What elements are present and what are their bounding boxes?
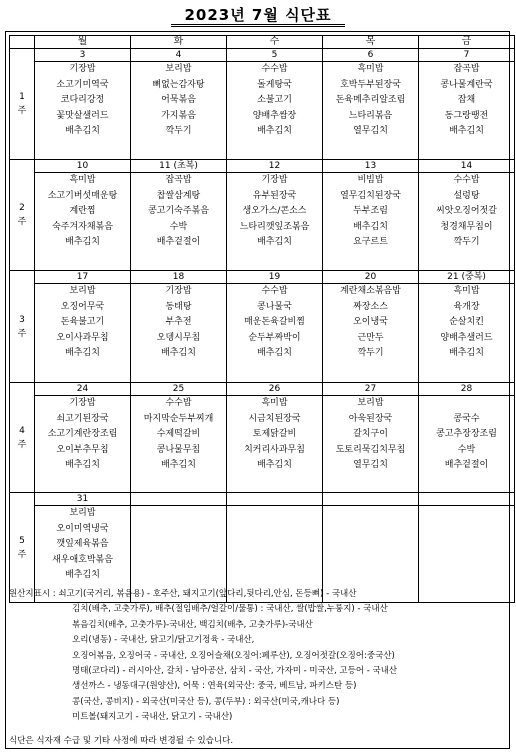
menu-item: 배추김치 <box>161 348 196 358</box>
day-header: 월 <box>35 36 131 49</box>
menu-item: 소불고기 <box>257 95 292 105</box>
meal-cell <box>419 62 515 160</box>
origin-label: 원산지표시 : <box>9 589 56 599</box>
menu-item: 설렁탕 <box>453 190 480 201</box>
menu-item: 생오가스/콘소스 <box>242 206 307 216</box>
menu-item: 동태탕 <box>165 301 192 312</box>
menu-item: 양배추쌈장 <box>252 110 297 121</box>
menu-item: 배추김치 <box>65 126 100 136</box>
meal-cell <box>323 396 419 493</box>
menu-item: 콩나물계란국 <box>440 79 493 90</box>
menu-item: 배추김치 <box>257 126 292 136</box>
menu-item: 수제떡갈비 <box>156 429 201 439</box>
origin-line: 원산지표시 : 쇠고기(국거리, 볶음용) - 호주산, 돼지고기(앞다리,뒷다리,안심, 돈등뼈) - 국내산 <box>9 589 357 599</box>
meal-cell <box>419 284 515 383</box>
menu-item: 보리밥 <box>357 398 384 408</box>
meal-cell <box>227 284 323 383</box>
menu-item: 배추김치 <box>65 348 100 358</box>
menu-item: 콩국수 <box>453 413 480 424</box>
menu-item: 열무김치 <box>353 460 388 470</box>
menu-item: 시금치된장국 <box>248 413 301 424</box>
menu-item: 배추김치 <box>65 237 100 247</box>
menu-item: 어묵볶음 <box>161 95 196 105</box>
date-cell: 5 <box>227 49 323 62</box>
origin-line: 오리(냉동) - 국내산, 닭고기/닭고기정육 - 국내산, <box>72 635 255 646</box>
menu-item: 보리밥 <box>165 64 192 74</box>
menu-item: 흑미밥 <box>261 398 288 408</box>
menu-item: 청경채무침이 <box>440 221 493 232</box>
meal-cell <box>227 396 323 493</box>
meal-cell <box>323 284 419 383</box>
menu-item: 순두부짜박이 <box>248 332 301 343</box>
date-cell: 7 <box>419 49 515 62</box>
date-cell: 19 <box>227 271 323 284</box>
date-cell: 13 <box>323 160 419 173</box>
menu-item: 오이냉국 <box>353 317 388 327</box>
week-label: 2 주 <box>10 160 35 271</box>
menu-item: 배추겉절이 <box>444 460 489 470</box>
menu-item: 배추김치 <box>161 460 196 470</box>
day-header: 수 <box>227 36 323 49</box>
menu-item: 보리밥 <box>69 286 96 296</box>
day-header: 목 <box>323 36 419 49</box>
title-underline <box>171 24 345 25</box>
menu-item: 꽃맛살샐러드 <box>56 110 109 121</box>
menu-item: 뼈없는감자탕 <box>152 79 205 90</box>
meal-cell <box>35 396 131 493</box>
origin-line: 김치(배추, 고춧가루), 배추(절임배추/얼갈이/물통) : 국내산, 쌀(밥쌀,누룽지) - 국내산 <box>72 604 388 615</box>
menu-item: 배추겉절이 <box>156 237 201 247</box>
meal-cell <box>131 396 227 493</box>
menu-item: 코다리강정 <box>60 95 105 105</box>
menu-item: 매운돈육갈비찜 <box>244 317 305 327</box>
meal-cell <box>227 173 323 271</box>
date-cell: 26 <box>227 383 323 396</box>
date-cell: 14 <box>419 160 515 173</box>
menu-item: 배추김치 <box>257 237 292 247</box>
menu-item: 오이미역냉국 <box>56 523 109 534</box>
menu-item: 치커리사과무침 <box>244 444 305 455</box>
menu-item: 느타리깻잎조볶음 <box>239 221 310 232</box>
corner-cell <box>10 36 35 49</box>
origin-notes <box>9 587 504 726</box>
meal-cell <box>323 173 419 271</box>
menu-item: 계란찜 <box>69 206 96 216</box>
date-cell: 21 (중복) <box>419 271 515 284</box>
menu-item: 도토리묵김치무침 <box>335 444 406 455</box>
menu-item: 근만두 <box>357 332 384 343</box>
menu-item: 잡채 <box>457 95 476 105</box>
date-cell <box>227 493 323 506</box>
menu-item: 씨앗오징어젓갈 <box>436 206 497 216</box>
date-cell: 27 <box>323 383 419 396</box>
menu-item: 배추김치 <box>257 460 292 470</box>
menu-item: 양배추샐러드 <box>440 332 493 343</box>
date-cell: 18 <box>131 271 227 284</box>
week-label: 5 주 <box>10 493 35 603</box>
menu-item <box>419 396 514 412</box>
date-cell: 24 <box>35 383 131 396</box>
menu-item: 배추김치 <box>257 348 292 358</box>
meal-cell <box>227 62 323 160</box>
menu-item: 비빔밥 <box>357 175 384 185</box>
date-cell: 28 <box>419 383 515 396</box>
origin-line: 볶음김치(배추, 고춧가루)-국내산, 백김치(배추, 고춧가루)-국내산 <box>72 619 313 630</box>
menu-item: 수박 <box>457 444 476 455</box>
menu-item: 열무김치 <box>353 126 388 136</box>
menu-item: 깍두기 <box>453 237 480 247</box>
menu-item: 오뎅시무침 <box>156 332 201 343</box>
menu-item: 오이부추무침 <box>56 444 109 455</box>
page-title: 2023년 7월 식단표 <box>184 6 332 24</box>
menu-item: 기장밥 <box>69 64 96 74</box>
menu-item: 요구르트 <box>353 237 388 247</box>
menu-item: 흑미밥 <box>357 64 384 74</box>
weekly-menu-table <box>9 35 515 603</box>
week-label: 3 주 <box>10 271 35 383</box>
origin-line: 미트볼(돼지고기 - 국내산, 닭고기 - 국내산) <box>72 712 233 723</box>
date-cell: 12 <box>227 160 323 173</box>
week-label: 1 주 <box>10 49 35 160</box>
meal-cell <box>419 396 515 493</box>
week-label: 4 주 <box>10 383 35 493</box>
menu-item: 흑미밥 <box>69 175 96 185</box>
meal-cell <box>131 284 227 383</box>
date-cell: 3 <box>35 49 131 62</box>
menu-item: 갈치구이 <box>353 429 388 439</box>
menu-item: 수수밥 <box>261 286 288 296</box>
menu-item: 돈육메추리알조림 <box>335 95 406 105</box>
menu-item: 수수밥 <box>165 398 192 408</box>
menu-item: 수수밥 <box>261 64 288 74</box>
origin-line: 명태(코다리) - 러시아산, 갈치 - 남아공산, 삼치 - 국산, 가자미 - 미국산, 고등어 - 국내산 <box>72 666 398 677</box>
menu-item: 배추김치 <box>449 126 484 136</box>
menu-item: 짜장소스 <box>353 301 388 312</box>
menu-item: 열무김치된장국 <box>340 190 401 201</box>
menu-item: 가지볶음 <box>161 110 196 121</box>
meal-cell <box>419 173 515 271</box>
menu-item: 콩나물무침 <box>156 444 201 455</box>
menu-item: 마지막순두부찌개 <box>143 413 214 424</box>
menu-item: 깻잎제육볶음 <box>56 539 109 549</box>
date-cell <box>131 493 227 506</box>
menu-item: 배추김치 <box>65 570 100 580</box>
menu-item: 배추김치 <box>65 460 100 470</box>
date-cell: 4 <box>131 49 227 62</box>
menu-item: 아욱된장국 <box>348 413 393 424</box>
menu-item: 유부된장국 <box>252 190 297 201</box>
menu-item: 동그랑땡전 <box>444 110 489 121</box>
menu-item: 소고기미역국 <box>56 79 109 90</box>
menu-item: 기장밥 <box>261 175 288 185</box>
menu-item: 보리밥 <box>69 508 96 518</box>
date-cell: 31 <box>35 493 131 506</box>
menu-item: 잡곡밥 <box>453 64 480 74</box>
menu-item: 소고기버섯매운탕 <box>47 190 118 201</box>
menu-item: 새우애호박볶음 <box>52 554 113 565</box>
menu-item: 잡곡밥 <box>165 175 192 185</box>
menu-item: 수박 <box>169 221 188 232</box>
menu-item: 숙주겨자채볶음 <box>52 221 113 232</box>
day-header: 금 <box>419 36 515 49</box>
menu-item: 호박두부된장국 <box>340 79 401 90</box>
menu-item: 느타리볶음 <box>348 110 393 121</box>
date-cell: 11 (초복) <box>131 160 227 173</box>
menu-item: 깍두기 <box>357 348 384 358</box>
date-cell: 20 <box>323 271 419 284</box>
menu-item: 쇠고기된장국 <box>56 413 109 424</box>
menu-item: 콩고기숙주볶음 <box>148 206 209 216</box>
menu-item: 육개장 <box>453 301 480 312</box>
menu-item: 계란채소볶음밥 <box>340 286 401 296</box>
menu-item: 부추전 <box>165 317 192 327</box>
menu-item: 콩고추장장조림 <box>436 429 497 439</box>
menu-item: 배추김치 <box>449 348 484 358</box>
menu-item: 오징어무국 <box>60 301 105 312</box>
menu-item: 순살치킨 <box>449 317 484 327</box>
date-cell <box>419 493 515 506</box>
date-cell: 10 <box>35 160 131 173</box>
menu-item: 흑미밥 <box>453 286 480 296</box>
menu-item: 소고기계란장조림 <box>47 429 118 439</box>
date-cell: 17 <box>35 271 131 284</box>
date-cell: 6 <box>323 49 419 62</box>
meal-cell <box>131 173 227 271</box>
date-cell: 25 <box>131 383 227 396</box>
menu-item: 수수밥 <box>453 175 480 185</box>
menu-item: 깍두기 <box>165 126 192 136</box>
menu-item: 기장밥 <box>165 286 192 296</box>
meal-cell <box>131 62 227 160</box>
origin-line: 생선까스 - 냉동대구(원양산), 어묵 : 연육(외국산: 중국, 베트남, 파키스탄 등) <box>72 681 357 692</box>
menu-item: 콩나물국 <box>257 301 292 312</box>
date-cell <box>323 493 419 506</box>
meal-cell <box>323 62 419 160</box>
menu-item: 돌게탕국 <box>257 79 292 90</box>
menu-item: 배추김치 <box>353 221 388 232</box>
menu-item: 찹쌀삼계탕 <box>156 190 201 201</box>
title-underline <box>171 26 345 27</box>
footer-note: 식단은 식자재 수급 및 기타 사정에 따라 변경될 수 있습니다. <box>9 736 234 746</box>
menu-item: 오이사과무침 <box>56 332 109 343</box>
menu-item: 기장밥 <box>69 398 96 408</box>
day-header: 화 <box>131 36 227 49</box>
menu-item: 토제닭갈비 <box>252 429 297 439</box>
meal-cell <box>35 284 131 383</box>
meal-cell <box>35 62 131 160</box>
menu-item: 돈육불고기 <box>60 317 105 327</box>
meal-cell <box>35 173 131 271</box>
origin-line: 콩(국산, 콩비지) - 외국산(미국산 등), 콩(두부) : 외국산(미국,캐나다 등) <box>72 696 340 707</box>
menu-item: 두부조림 <box>353 206 388 216</box>
origin-line: 오징어볶음, 오징어국 - 국내산, 오징어슬채(오징어:페루산), 오징어젓갈(오징어:중국산) <box>72 650 395 661</box>
